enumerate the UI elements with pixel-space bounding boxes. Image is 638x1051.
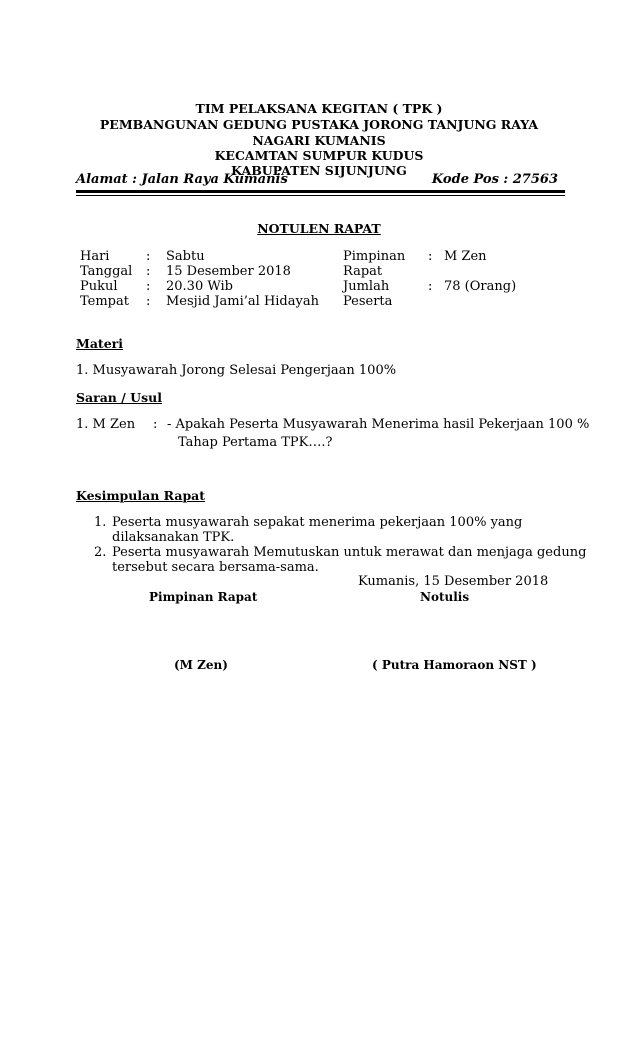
info-label: Rapat [343,264,383,279]
org-name: TIM PELAKSANA KEGITAN ( TPK ) [195,101,443,116]
place-date: Kumanis, 15 Desember 2018 [358,574,549,589]
materi-item: 1. Musyawarah Jorong Selesai Pengerjaan 100% [76,363,397,378]
section-heading-kesimpulan: Kesimpulan Rapat [76,488,206,503]
signature-role-right: Notulis [420,590,470,604]
address: Alamat : Jalan Raya Kumanis [76,172,288,187]
info-value: 15 Desember 2018 [166,264,291,279]
list-number: 2. [94,545,107,560]
info-value: 78 (Orang) [444,279,517,294]
section-heading-saran: Saran / Usul [76,390,162,405]
list-number: 1. [94,515,107,530]
info-label: Pimpinan [343,249,406,264]
info-label: Tanggal [80,264,133,279]
postal-code: Kode Pos : 27563 [431,172,558,187]
info-value: Sabtu [166,249,205,264]
info-label: Pukul [80,279,118,294]
info-label: Hari [80,249,110,264]
list-item: Peserta musyawarah Memutuskan untuk merawat dan menjaga gedung [112,545,587,560]
section-heading-materi: Materi [76,336,123,351]
info-colon: : [146,249,151,264]
document-title: NOTULEN RAPAT [257,221,381,236]
info-label: Tempat [80,294,129,309]
info-value: 20.30 Wib [166,279,233,294]
district-name: KECAMTAN SUMPUR KUDUS [214,148,424,163]
info-label: Jumlah [343,279,390,294]
regency-name: KABUPATEN SIJUNJUNG [231,163,407,178]
signature-name-left: (M Zen) [174,658,228,672]
signature-role-left: Pimpinan Rapat [149,590,258,604]
info-label: Peserta [343,294,393,309]
saran-speaker: 1. M Zen [76,417,136,432]
info-colon: : [146,264,151,279]
info-colon: : [428,249,433,264]
saran-colon: : [153,417,158,432]
list-item-cont: dilaksanakan TPK. [112,530,235,545]
info-value: Mesjid Jami’al Hidayah [166,294,319,309]
header-divider-thin [76,195,565,196]
list-item: Peserta musyawarah sepakat menerima pekerjaan 100% yang [112,515,523,530]
project-name: PEMBANGUNAN GEDUNG PUSTAKA JORONG TANJUNG RAYA [99,117,539,132]
saran-text-cont: Tahap Pertama TPK….? [178,435,333,450]
list-item-cont: tersebut secara bersama-sama. [112,560,319,575]
saran-text: - Apakah Peserta Musyawarah Menerima hasil Pekerjaan 100 % [167,417,590,432]
village-name: NAGARI KUMANIS [252,133,386,148]
header-divider-thick [76,190,565,193]
info-colon: : [146,294,151,309]
info-colon: : [428,279,433,294]
info-value: M Zen [444,249,487,264]
signature-name-right: ( Putra Hamoraon NST ) [372,658,537,672]
info-colon: : [146,279,151,294]
